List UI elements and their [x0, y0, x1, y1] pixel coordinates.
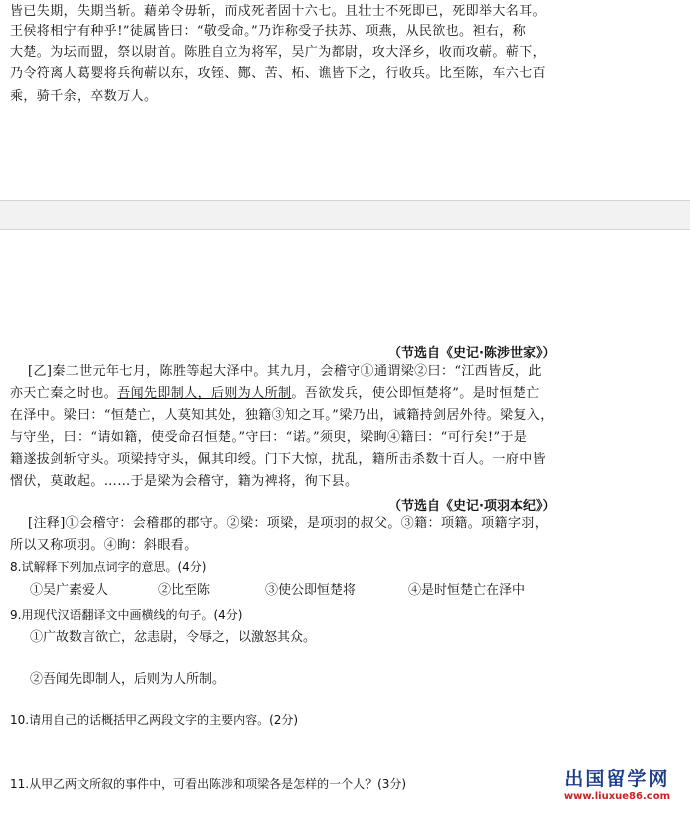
- text-line: 乘，骑千余，卒数万人。: [10, 89, 158, 104]
- question-8: 8.试解释下列加点词字的意思。(4分): [10, 560, 207, 574]
- passage-b-text: 亦天亡秦之时也。: [10, 386, 118, 401]
- text-line: 皆已失期，失期当斩。藉弟令毋斩，而戍死者固十六七。且壮士不死即已，死即举大名耳。: [10, 4, 547, 19]
- watermark-title: 出国留学网: [564, 768, 670, 790]
- question-10: 10.请用自己的话概括甲乙两段文字的主要内容。(2分): [10, 713, 299, 727]
- question-8-item: ③使公即恒楚将: [265, 583, 357, 598]
- notes-line: 所以又称项羽。④眴：斜眼看。: [10, 538, 198, 553]
- question-9-item: ①广故数言欲亡，忿恚尉，令辱之，以激怒其众。: [30, 630, 317, 645]
- passage-b-line: 在泽中。梁曰：“恒楚亡，人莫知其处，独籍③知之耳。”梁乃出，诫籍持剑居外待。梁复入，: [10, 408, 554, 423]
- page-bottom: [0, 230, 690, 818]
- passage-b-line: 与守坐，曰：“请如籍，使受命召恒楚。”守曰：“诺。”须臾，梁眴④籍曰：“可行矣!”于是: [10, 430, 528, 445]
- passage-b-line: [乙]秦二世元年七月，陈胜等起大泽中。其九月，会稽守①通谓梁②曰：“江西皆反，此: [28, 364, 542, 379]
- text-line: 大楚。为坛而盟，祭以尉首。陈胜自立为将军，吴广为都尉，攻大泽乡，收而攻蕲。蕲下，: [10, 45, 547, 60]
- underlined-sentence: 吾闻先即制人，后则为人所制: [117, 386, 292, 401]
- text-line: 乃令符离人葛婴将兵徇蕲以东，攻铚、酂、苦、柘、谯皆下之，行收兵。比至陈，车六七百: [10, 66, 547, 81]
- notes-line: [注释]①会稽守：会稽郡的郡守。②梁：项梁，是项羽的叔父。③籍：项籍。项籍字羽，: [28, 516, 549, 531]
- passage-b-line: 籍遂拔剑斩守头。项梁持守头，佩其印绶。门下大惊，扰乱，籍所击杀数十百人。一府中皆: [10, 452, 547, 467]
- source-citation: （节选自《史记·陈涉世家》）: [388, 346, 556, 361]
- source-citation: （节选自《史记·项羽本纪》）: [388, 499, 556, 514]
- question-8-item: ④是时恒楚亡在泽中: [408, 583, 526, 598]
- question-9-item: ②吾闻先即制人，后则为人所制。: [30, 672, 226, 687]
- watermark-logo: [564, 764, 670, 802]
- text-line: 王侯将相宁有种乎!”徒属皆曰：“敬受命。”乃诈称受子扶苏、项燕，从民欲也。袒右，称: [10, 24, 527, 39]
- question-8-item: ①吴广素爱人: [30, 583, 109, 598]
- question-9: 9.用现代汉语翻译文中画横线的句子。(4分): [10, 608, 243, 622]
- page-top: [0, 0, 690, 200]
- page-break: [0, 200, 690, 230]
- question-11: 11.从甲乙两文所叙的事件中，可看出陈涉和项梁各是怎样的一个人？(3分): [10, 777, 407, 791]
- passage-b-text: 。吾欲发兵，使公即恒楚将”。是时恒楚亡: [291, 386, 540, 401]
- watermark-url: www.liuxue86.com: [563, 791, 670, 802]
- passage-b-line: 慴伏，莫敢起。……于是梁为会稽守，籍为裨将，徇下县。: [10, 474, 359, 489]
- passage-b-line: [10, 384, 540, 404]
- question-8-item: ②比至陈: [158, 583, 211, 598]
